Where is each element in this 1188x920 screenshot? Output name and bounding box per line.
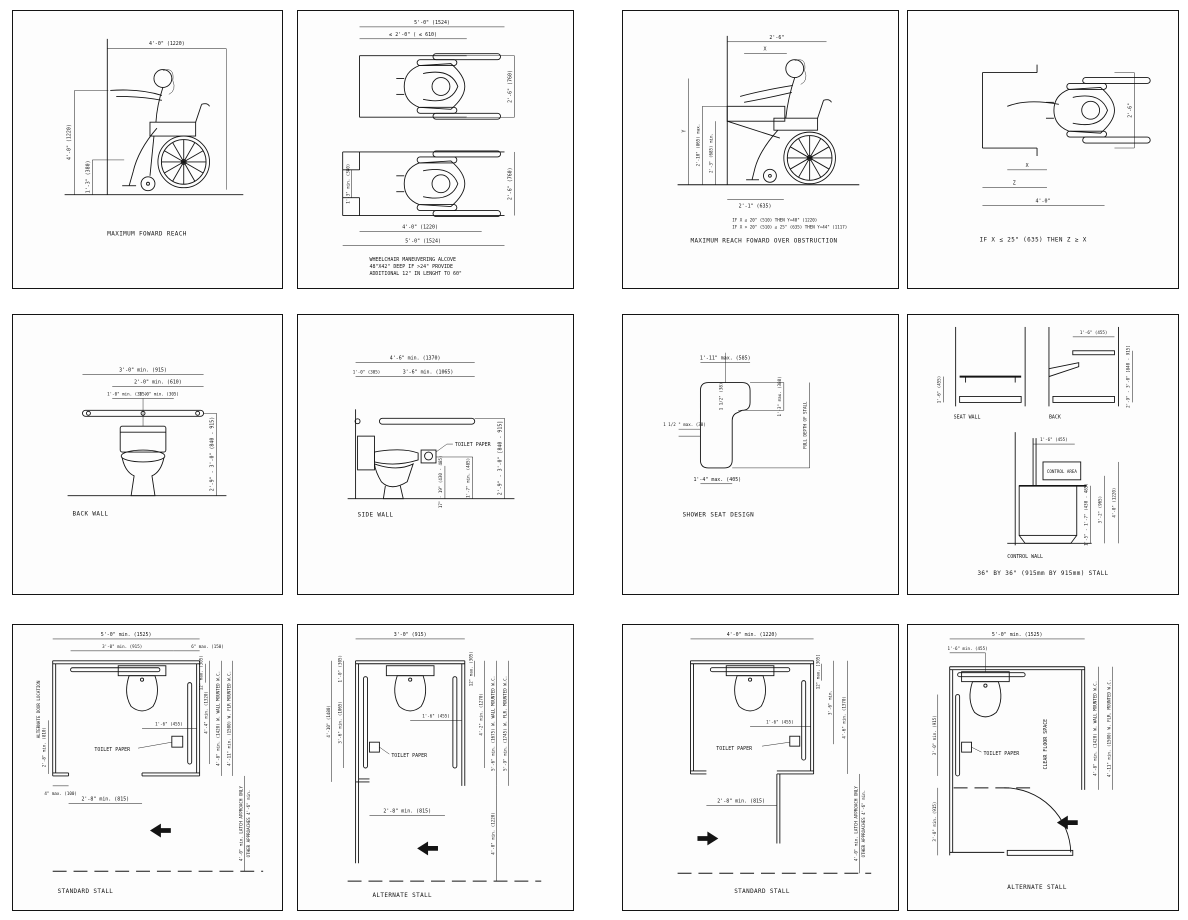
- dim-label: 4'-8" min. (1420) W. WALL MOUNTED W.C.: [215, 670, 221, 766]
- panel-shower-seat: [622, 314, 899, 595]
- dim-label: 2'-8" min. (815): [383, 808, 432, 815]
- dim-label: 4'-11" min. (1500) W. FLR. MOUNTED W.C.: [1106, 679, 1112, 778]
- dim-label: 2'-10" (865) max.: [695, 123, 701, 167]
- control-wall-label: CONTROL WALL: [1007, 554, 1044, 561]
- panel-caption: BACK WALL: [72, 510, 109, 518]
- dim-label: 4'-0" min. LATCH APPROACH ONLY: [238, 786, 244, 862]
- dim-label: 2'-8" min. (810): [41, 727, 47, 768]
- dim-label: 3'-0" min. (915): [931, 715, 937, 756]
- dim-label: OTHER APPROACHES 4'-6" min.: [246, 789, 252, 858]
- dim-label: 4'-0" (1220): [402, 224, 439, 231]
- direction-arrow-icon: [150, 824, 171, 838]
- dim-label: 1'-6" (455): [936, 375, 942, 404]
- panel-caption: ALTERNATE STALL: [1007, 884, 1067, 892]
- dim-label: ≤ 2'-0" ( ≤ 610): [389, 31, 438, 38]
- dim-label: 3'-2" (965): [1097, 495, 1103, 524]
- stall-plan: [53, 661, 200, 776]
- control-wall-view: [1007, 432, 1118, 560]
- dim-label: 2'-9" - 3'-0" [840 - 915]: [1125, 345, 1131, 408]
- dim-label: 4'-0" (1220): [1111, 487, 1117, 518]
- toilet-paper-label: TOILET PAPER: [94, 747, 131, 754]
- panel-back-wall: [12, 314, 283, 595]
- panel-caption: ALTERNATE STALL: [372, 892, 433, 900]
- dim-label: 5'-9" min. (1745) W. FLR. MOUNTED W.C.: [502, 675, 508, 771]
- toilet-paper-label: TOILET PAPER: [454, 442, 491, 449]
- dim-label: 3'-6" min. (1065): [402, 369, 454, 376]
- direction-arrow-icon: [697, 832, 718, 846]
- dim-label: 2'-1" (635): [738, 203, 772, 210]
- svg-text:IF X ≤ 20" (510) THEN Y=48" (1: IF X ≤ 20" (510) THEN Y=48" (1220): [732, 217, 818, 223]
- svg-text:WHEELCHAIR MANEUVERING ALCOVE: WHEELCHAIR MANEUVERING ALCOVE: [369, 257, 456, 264]
- rule-notes: [732, 217, 847, 229]
- dim-label: X: [763, 46, 767, 53]
- back-view: [1049, 327, 1132, 420]
- dim-label: 3'-0" (915): [393, 631, 427, 638]
- toilet-paper-dispenser: [962, 742, 972, 752]
- dimensions: [67, 41, 227, 195]
- panel-alternate-stall-door: [907, 624, 1179, 911]
- dim-label: 3'-6" min.: [827, 689, 833, 715]
- side-wall-figure: [348, 409, 515, 498]
- dim-label: 12" max. (305): [468, 651, 474, 687]
- dim-label: 3'-0" min. (915): [102, 643, 143, 649]
- back-label: BACK: [1048, 414, 1061, 421]
- dim-label: 2'-6": [1127, 102, 1134, 118]
- dim-label: 4'-0" min. (1220): [726, 631, 778, 638]
- dim-label: Y: [681, 129, 688, 133]
- dim-label: 1 1/2" (38): [718, 382, 724, 411]
- dim-label: 4'-4" min. (1320): [203, 691, 209, 734]
- direction-arrow-icon: [417, 841, 438, 855]
- dim-label: 5'-0" min. (1525): [100, 631, 152, 638]
- dim-label: 1'-6" min. (455): [947, 645, 988, 651]
- svg-text:48"X42" DEEP IF >24" PROVIDE: 48"X42" DEEP IF >24" PROVIDE: [369, 264, 453, 271]
- toilet-paper-label: TOILET PAPER: [391, 753, 428, 760]
- dim-label: 5'-6" min. (1675) W. WALL MOUNTED W.C.: [490, 675, 496, 771]
- dim-label: 5'-0" min. (1525): [991, 631, 1043, 638]
- alternate-door-label: ALTERNATE DOOR LOCATION: [35, 680, 41, 739]
- panel-caption: STANDARD STALL: [57, 888, 114, 896]
- back-wall-figure: [68, 410, 227, 495]
- toilet-paper-dispenser: [369, 742, 379, 752]
- dim-label: 1'-11" max. (585): [699, 355, 751, 362]
- dim-label: 6" max. (150): [191, 643, 224, 649]
- seat-wall-view: [937, 327, 1025, 420]
- dim-label: 1'-6" (455): [1079, 329, 1108, 335]
- stall-plan: [356, 661, 465, 864]
- dim-label: 1'-0" (305): [352, 369, 381, 375]
- dim-label: 3'-0" min. (915): [931, 801, 937, 842]
- dim-label: 1'-4" max. (405): [693, 476, 742, 483]
- dim-label: OTHER APPROACHES 4'-6" min.: [861, 789, 867, 858]
- dim-label: 12" max. [305]: [815, 654, 821, 690]
- clear-floor-space-label: CLEAR FLOOR SPACE: [1042, 718, 1049, 770]
- dim-label: 4'-8" min. (1420) W. WALL MOUNTED W.C.: [1092, 680, 1098, 776]
- dim-label: 1'-3" (380): [85, 160, 92, 194]
- panel-caption: MAXIMUM REACH FOWARD OVER OBSTRUCTION: [690, 237, 838, 245]
- dim-label: 2'-6" (760): [507, 167, 514, 201]
- dim-label: 2'-6": [769, 34, 785, 41]
- dim-label: X: [1025, 162, 1029, 169]
- dim-label: 2'-9" - 3'-0" (840 - 915): [209, 416, 216, 492]
- dim-label: 1'-0" min. (305): [138, 391, 179, 397]
- dimensions: [932, 632, 1113, 855]
- dimensions: [663, 356, 809, 484]
- panel-standard-stall-right: [622, 624, 899, 911]
- svg-text:ADDITIONAL 12" IN LENGHT TO 60: ADDITIONAL 12" IN LENGHT TO 60": [369, 271, 462, 278]
- dim-label: 17" - 19" (430 - 485): [437, 455, 443, 509]
- dim-label: 2'-6" (760): [507, 70, 514, 103]
- panel-standard-stall-left: [12, 624, 283, 911]
- toilet-paper-label: TOILET PAPER: [983, 751, 1020, 758]
- alcove-top-view-lower: [343, 151, 505, 217]
- dim-label: 1'-6" (455): [155, 721, 183, 727]
- dim-label: 2'-8" min. (815): [81, 796, 130, 803]
- alcove-plan-figure: [982, 65, 1150, 156]
- panel-reach-over-obstruction: [622, 10, 899, 289]
- dim-label: 1'-5" - 1'-7" (430 - 485): [1083, 483, 1089, 546]
- dim-label: 1'-7" min. (485): [465, 457, 471, 498]
- panel-side-wall: [297, 314, 574, 595]
- door-leaf: [1007, 850, 1073, 855]
- toilet-paper-dispenser: [790, 736, 800, 746]
- dim-label: Z: [1012, 180, 1016, 187]
- dim-label: 4'-11" min. (1500) W. FLR MOUNTED W.C.: [226, 670, 232, 766]
- panel-caption: STANDARD STALL: [734, 888, 790, 896]
- panel-alcove-reach-rule: [907, 10, 1179, 289]
- dimensions: [982, 73, 1134, 206]
- panel-caption: [369, 257, 461, 277]
- dim-label: 1'-3" min. (380): [345, 163, 351, 204]
- dim-label: 12" max. (305): [198, 655, 204, 691]
- dim-label: 4'-0" (1220): [66, 124, 73, 160]
- alcove-top-view-upper: [360, 54, 501, 120]
- dim-label: 4'-10" (1480): [325, 705, 331, 738]
- dim-label: 3'-6" min. (1065): [337, 701, 343, 744]
- dimensions-upper: [360, 20, 515, 117]
- dimensions: [82, 368, 216, 496]
- dim-label: 1'-6" (455): [1040, 437, 1068, 443]
- dim-label: 2'-3" (685) min.: [708, 132, 714, 173]
- panel-wheelchair-maneuvering-alcove: [297, 10, 574, 289]
- panel-caption: IF X ≤ 25" (635) THEN Z ≥ X: [979, 236, 1087, 244]
- dim-label: 2'-8" min. (815): [717, 798, 766, 805]
- dim-label: 1'-0" (305): [337, 654, 343, 683]
- toilet-paper-label: TOILET PAPER: [716, 746, 753, 753]
- panel-alternate-stall-narrow: [297, 624, 574, 911]
- dim-label: 3'-0" min. (915): [119, 367, 167, 374]
- dim-label: 5'-0" (1524): [405, 238, 441, 245]
- panel-36x36-stall: [907, 314, 1179, 595]
- control-area-label: CONTROL AREA: [1046, 468, 1077, 474]
- dim-label: 4'-0": [1035, 198, 1051, 205]
- seat-wall-label: SEAT WALL: [953, 414, 981, 421]
- dimensions: [353, 356, 505, 508]
- toilet-paper-dispenser: [172, 736, 183, 747]
- dim-label: 4" max. (100): [44, 790, 77, 796]
- dim-label: 1'-0" min. (305): [107, 391, 148, 397]
- dim-label: 1'-3" max. (380): [776, 376, 782, 417]
- panel-caption: SHOWER SEAT DESIGN: [682, 511, 755, 519]
- dim-label: 4'-0" (1220): [148, 40, 185, 47]
- dim-label: 1'-6" (455): [422, 713, 450, 719]
- panel-caption: SIDE WALL: [357, 511, 394, 519]
- dim-label: 4'-6" min. (1370): [841, 696, 847, 739]
- dim-label: 2'-9" - 3'-0" [840 - 915]: [497, 420, 504, 496]
- dim-label: 4'-0" min. LATCH APPROACH ONLY: [853, 786, 859, 862]
- panel-maximum-forward-reach: [12, 10, 283, 289]
- full-depth-label: FULL DEPTH OF STALL: [802, 401, 808, 449]
- dim-label: 4'-6" min. (1370): [389, 355, 441, 362]
- dim-label: 1'-6" (455): [766, 719, 794, 725]
- obstruction-figure: [678, 36, 860, 185]
- dim-label: 4'-2" min. (1270): [478, 693, 484, 736]
- panel-caption: 36" BY 36" (915mm BY 915mm) STALL: [977, 570, 1109, 578]
- dim-label: 1 1/2 " max. (38): [663, 422, 706, 428]
- svg-text:IF X > 20" (510) ≤ 25" (635) T: IF X > 20" (510) ≤ 25" (635) THEN Y=44" (1117): [732, 224, 848, 230]
- dim-label: 4'-0" min. (1220): [490, 812, 496, 855]
- dim-label: 2'-0" min. (610): [134, 379, 182, 386]
- panel-caption: MAXIMUM FOWARD REACH: [107, 230, 187, 238]
- dim-label: 5'-0" (1524): [414, 19, 450, 26]
- dimensions-lower: [343, 152, 515, 245]
